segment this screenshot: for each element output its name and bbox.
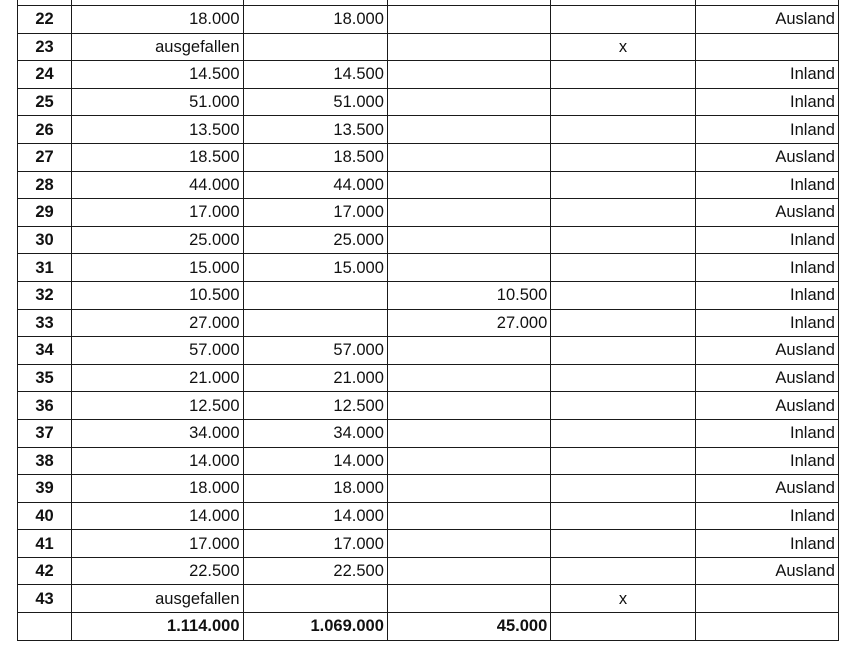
cell-e[interactable] [695, 33, 838, 61]
cell-e[interactable]: Inland [695, 61, 838, 89]
cell-a[interactable]: 1.114.000 [72, 613, 243, 641]
cell-b[interactable]: 14.500 [243, 61, 387, 89]
cell-d[interactable] [551, 171, 695, 199]
cell-nr[interactable]: 42 [18, 557, 72, 585]
cell-nr[interactable]: 28 [18, 171, 72, 199]
cell-e[interactable]: Inland [695, 254, 838, 282]
cell-e[interactable] [695, 613, 838, 641]
cell-c[interactable]: 45.000 [387, 613, 550, 641]
table-row [18, 309, 839, 337]
cell-a[interactable]: 21.000 [72, 364, 243, 392]
cell-nr[interactable]: 39 [18, 475, 72, 503]
cell-e[interactable]: Ausland [695, 475, 838, 503]
cell-a[interactable]: 18.500 [72, 143, 243, 171]
cell-c[interactable] [387, 502, 550, 530]
cell-e[interactable] [695, 585, 838, 613]
table-row [18, 475, 839, 503]
table-row [18, 143, 839, 171]
table-body [18, 0, 839, 640]
cell-a[interactable]: 13.500 [72, 116, 243, 144]
cell-b[interactable]: 15.000 [243, 254, 387, 282]
table-row [18, 199, 839, 227]
cell-e[interactable]: Ausland [695, 392, 838, 420]
table-row [18, 116, 839, 144]
cell-d[interactable] [551, 143, 695, 171]
table-row [18, 88, 839, 116]
cell-c[interactable] [387, 33, 550, 61]
cell-c[interactable] [387, 171, 550, 199]
cell-c[interactable] [387, 61, 550, 89]
cell-b[interactable]: 1.069.000 [243, 613, 387, 641]
cell-b[interactable]: 13.500 [243, 116, 387, 144]
cell-c[interactable] [387, 475, 550, 503]
table-row [18, 61, 839, 89]
cell-a[interactable]: 44.000 [72, 171, 243, 199]
cell-c[interactable] [387, 364, 550, 392]
cell-c[interactable] [387, 199, 550, 227]
cell-d[interactable] [551, 613, 695, 641]
cell-b[interactable]: 14.000 [243, 447, 387, 475]
cell-e[interactable]: Inland [695, 281, 838, 309]
cell-nr[interactable]: 37 [18, 419, 72, 447]
cell-e[interactable]: Ausland [695, 557, 838, 585]
cell-nr[interactable]: 40 [18, 502, 72, 530]
cell-nr[interactable]: 22 [18, 6, 72, 34]
table-row [18, 585, 839, 613]
cell-e[interactable]: Ausland [695, 364, 838, 392]
cell-a[interactable]: 17.000 [72, 199, 243, 227]
cell-d[interactable] [551, 364, 695, 392]
cell-c[interactable]: 27.000 [387, 309, 550, 337]
cell-c[interactable] [387, 585, 550, 613]
cell-d[interactable] [551, 337, 695, 365]
cell-b[interactable]: 51.000 [243, 88, 387, 116]
cell-a[interactable]: 18.000 [72, 6, 243, 34]
cell-e[interactable]: Ausland [695, 199, 838, 227]
cell-nr[interactable]: 32 [18, 281, 72, 309]
cell-b[interactable]: 18.000 [243, 6, 387, 34]
cell-a[interactable]: 18.000 [72, 475, 243, 503]
cell-c[interactable] [387, 557, 550, 585]
cell-a[interactable]: 15.000 [72, 254, 243, 282]
cell-c[interactable] [387, 447, 550, 475]
table-row [18, 392, 839, 420]
cell-a[interactable]: 10.500 [72, 281, 243, 309]
cell-b[interactable]: 17.000 [243, 199, 387, 227]
cell-a[interactable]: 25.000 [72, 226, 243, 254]
cell-d[interactable] [551, 530, 695, 558]
cell-b[interactable]: 14.000 [243, 502, 387, 530]
total-row [18, 613, 839, 641]
cell-e[interactable]: Ausland [695, 143, 838, 171]
cell-a[interactable]: 34.000 [72, 419, 243, 447]
cell-a[interactable]: 57.000 [72, 337, 243, 365]
cell-c[interactable] [387, 226, 550, 254]
cell-e[interactable]: Inland [695, 226, 838, 254]
cell-d[interactable] [551, 447, 695, 475]
cell-nr[interactable]: 38 [18, 447, 72, 475]
cell-b[interactable]: 22.500 [243, 557, 387, 585]
cell-nr[interactable]: 29 [18, 199, 72, 227]
cell-b[interactable]: 17.000 [243, 530, 387, 558]
cell-b[interactable]: 34.000 [243, 419, 387, 447]
table-row [18, 557, 839, 585]
table-row [18, 171, 839, 199]
cell-d[interactable] [551, 419, 695, 447]
cell-a[interactable]: 14.000 [72, 447, 243, 475]
cell-nr[interactable]: 23 [18, 33, 72, 61]
cell-d[interactable] [551, 281, 695, 309]
cell-b[interactable]: 21.000 [243, 364, 387, 392]
cell-e[interactable]: Inland [695, 171, 838, 199]
cell-nr[interactable]: 43 [18, 585, 72, 613]
cell-c[interactable] [387, 254, 550, 282]
cell-c[interactable] [387, 337, 550, 365]
cell-a[interactable]: 14.500 [72, 61, 243, 89]
cell-a[interactable]: ausgefallen [72, 33, 243, 61]
cell-d[interactable] [551, 199, 695, 227]
cell-d[interactable] [551, 502, 695, 530]
cell-d[interactable] [551, 61, 695, 89]
table-row [18, 419, 839, 447]
cell-d[interactable] [551, 226, 695, 254]
cell-e[interactable]: Inland [695, 116, 838, 144]
table-row [18, 226, 839, 254]
cell-d[interactable]: x [551, 33, 695, 61]
cell-nr[interactable] [18, 613, 72, 641]
cell-c[interactable] [387, 392, 550, 420]
cell-c[interactable] [387, 530, 550, 558]
cell-a[interactable]: 51.000 [72, 88, 243, 116]
cell-e[interactable]: Inland [695, 502, 838, 530]
cell-nr[interactable]: 35 [18, 364, 72, 392]
data-table [17, 0, 839, 641]
cell-nr[interactable]: 31 [18, 254, 72, 282]
cell-a[interactable]: ausgefallen [72, 585, 243, 613]
cell-e[interactable]: Ausland [695, 337, 838, 365]
cell-nr[interactable]: 41 [18, 530, 72, 558]
cell-d[interactable] [551, 475, 695, 503]
table-row [18, 530, 839, 558]
cell-a[interactable]: 27.000 [72, 309, 243, 337]
cell-e[interactable]: Inland [695, 88, 838, 116]
cell-d[interactable]: x [551, 585, 695, 613]
table-row [18, 281, 839, 309]
cell-b[interactable]: 18.500 [243, 143, 387, 171]
cell-e[interactable]: Inland [695, 447, 838, 475]
cell-b[interactable] [243, 309, 387, 337]
cell-d[interactable] [551, 116, 695, 144]
cell-nr[interactable]: 30 [18, 226, 72, 254]
cell-b[interactable]: 57.000 [243, 337, 387, 365]
cell-nr[interactable]: 27 [18, 143, 72, 171]
cell-d[interactable] [551, 392, 695, 420]
cell-b[interactable]: 12.500 [243, 392, 387, 420]
cell-c[interactable] [387, 143, 550, 171]
cell-a[interactable]: 12.500 [72, 392, 243, 420]
cell-nr[interactable]: 26 [18, 116, 72, 144]
table-row [18, 364, 839, 392]
cell-c[interactable]: 10.500 [387, 281, 550, 309]
table-row [18, 33, 839, 61]
cell-a[interactable]: 17.000 [72, 530, 243, 558]
cell-d[interactable] [551, 309, 695, 337]
cell-b[interactable] [243, 33, 387, 61]
cell-a[interactable]: 14.000 [72, 502, 243, 530]
cell-b[interactable]: 44.000 [243, 171, 387, 199]
cell-e[interactable]: Inland [695, 309, 838, 337]
table-row [18, 6, 839, 34]
cell-c[interactable] [387, 419, 550, 447]
table-row [18, 502, 839, 530]
cell-a[interactable]: 22.500 [72, 557, 243, 585]
spreadsheet [17, 0, 839, 641]
cell-c[interactable] [387, 88, 550, 116]
cell-b[interactable] [243, 281, 387, 309]
table-row [18, 254, 839, 282]
cell-b[interactable]: 25.000 [243, 226, 387, 254]
cell-nr[interactable]: 33 [18, 309, 72, 337]
cell-d[interactable] [551, 88, 695, 116]
cell-nr[interactable]: 25 [18, 88, 72, 116]
cell-c[interactable] [387, 116, 550, 144]
cell-e[interactable]: Inland [695, 419, 838, 447]
cell-d[interactable] [551, 254, 695, 282]
table-row [18, 447, 839, 475]
cell-nr[interactable]: 36 [18, 392, 72, 420]
cell-b[interactable]: 18.000 [243, 475, 387, 503]
cell-e[interactable]: Ausland [695, 6, 838, 34]
table-row [18, 337, 839, 365]
cell-b[interactable] [243, 585, 387, 613]
cell-c[interactable] [387, 6, 550, 34]
cell-d[interactable] [551, 6, 695, 34]
cell-e[interactable]: Inland [695, 530, 838, 558]
cell-nr[interactable]: 34 [18, 337, 72, 365]
cell-nr[interactable]: 24 [18, 61, 72, 89]
cell-d[interactable] [551, 557, 695, 585]
